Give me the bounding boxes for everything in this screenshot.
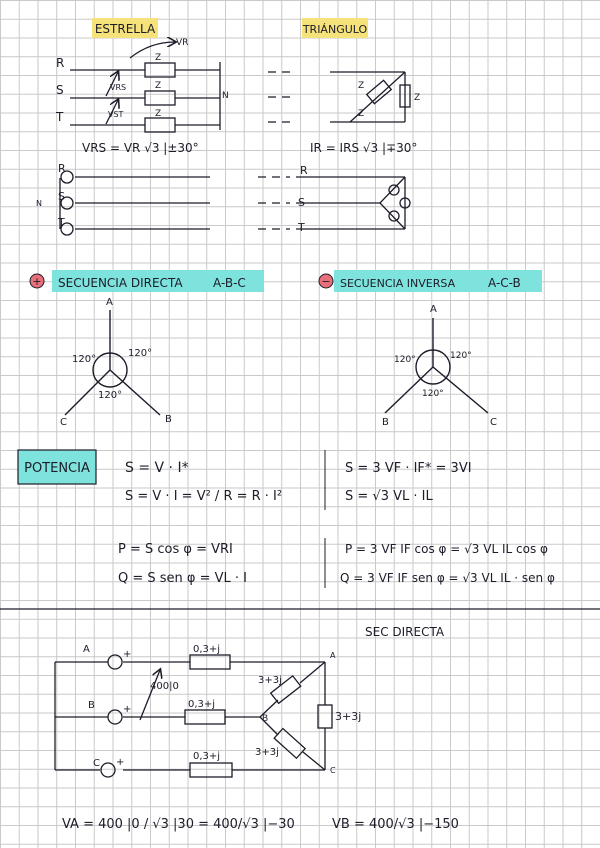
node-a: A [330,651,336,660]
phasor1-angle1: 120° [72,354,97,365]
label-s: S [56,83,64,97]
label-r2: R [58,162,66,175]
sec-directa-title: SEC DIRECTA [365,625,445,639]
load-impedance-ac: 3+3j [335,710,362,723]
formula-p-tri: P = 3 VF IF cos φ = √3 VL IL cos φ [345,542,548,556]
secuencia-inversa [319,270,542,292]
delta-sources [296,177,410,229]
load-impedance-ab: 3+3j [258,675,282,686]
label-z6: Z [414,93,421,103]
estrella-title: ESTRELLA [94,22,156,36]
triangulo-title: TRIÁNGULO [302,23,368,36]
impedance-t [145,118,175,132]
label-vr: VR [176,38,189,48]
node-b: B [262,714,269,724]
label-z4: Z [358,81,365,91]
star-sources [60,171,290,235]
delta-impedance-diag [367,80,392,103]
phasor1-angle2: 120° [128,348,153,359]
formula-vb: VB = 400/√3 |−150 [332,817,459,832]
impedance-r [145,63,175,77]
secuencia-directa [30,270,264,292]
label-z3: Z [155,109,162,119]
formula-s-mag-tri: S = √3 VL · IL [345,489,433,504]
label-vrs: VRS [110,83,127,92]
label-z5: Z [358,109,365,119]
star-circuit [70,42,220,132]
label-z2: Z [155,81,162,91]
plus-marker: + [32,275,42,288]
source-voltage: 400|0 [150,681,179,692]
circuit-plus-b: + [123,704,132,715]
phasor2-b: B [382,417,389,428]
phasor2-angle3: 120° [422,389,444,399]
circuit-label-b: B [88,700,95,711]
formula-q-tri: Q = 3 VF IF sen φ = √3 VL IL · sen φ [340,571,555,585]
circuit-plus-c: + [116,757,125,768]
secuencia-inversa-order: A-C-B [488,276,521,290]
label-n2: N [36,199,42,208]
formula-ir: IR = IRS √3 |∓30° [310,141,418,155]
label-z1: Z [155,53,162,63]
phasor2-a: A [430,304,437,315]
phasor1-b: B [165,414,172,425]
label-r3: R [300,164,308,177]
phasor2-angle1: 120° [394,355,416,365]
impedance-s [145,91,175,105]
circuit-label-a: A [83,644,90,655]
phasor1-angle3: 120° [98,390,123,401]
load-impedance-bc: 3+3j [255,747,279,758]
label-vst: VST [108,110,124,119]
phasor2-angle2: 120° [450,351,472,361]
phasor1-c: C [60,417,67,428]
phasor2-c: C [490,417,497,428]
secuencia-directa-title: SECUENCIA DIRECTA [58,276,183,290]
potencia-title: POTENCIA [24,461,90,476]
delta-circuit [268,72,410,122]
formula-vrs: VRS = VR √3 |±30° [82,141,199,155]
line-impedance-a: 0,3+j [193,644,221,655]
triangulo-section [302,18,368,38]
minus-marker: − [321,275,331,288]
line-impedance-c: 0,3+j [193,751,221,762]
formula-p: P = S cos φ = VRI [118,542,233,557]
label-s2: S [58,190,65,203]
secuencia-inversa-title: SECUENCIA INVERSA [340,277,456,290]
node-c: C [330,766,336,775]
formula-q: Q = S sen φ = VL · I [118,571,248,586]
formula-va: VA = 400 |0 / √3 |30 = 400/√3 |−30 [62,817,295,832]
label-r: R [56,56,65,70]
label-t: T [56,110,64,124]
label-t2: T [58,216,65,229]
formula-s-mag: S = V · I = V² / R = R · I² [125,489,283,504]
formula-s-complex-tri: S = 3 VF · IF* = 3VI [345,461,472,476]
circuit-plus-a: + [123,649,132,660]
label-t3: T [298,221,305,234]
estrella-section [92,18,158,38]
label-s3: S [298,196,305,209]
label-n: N [222,91,229,101]
line-impedance-b: 0,3+j [188,699,216,710]
phasor1-a: A [106,297,113,308]
secuencia-directa-order: A-B-C [213,276,246,290]
potencia-box [18,450,96,484]
formula-s-complex: S = V · I* [125,460,189,476]
circuit-label-c: C [93,758,100,769]
